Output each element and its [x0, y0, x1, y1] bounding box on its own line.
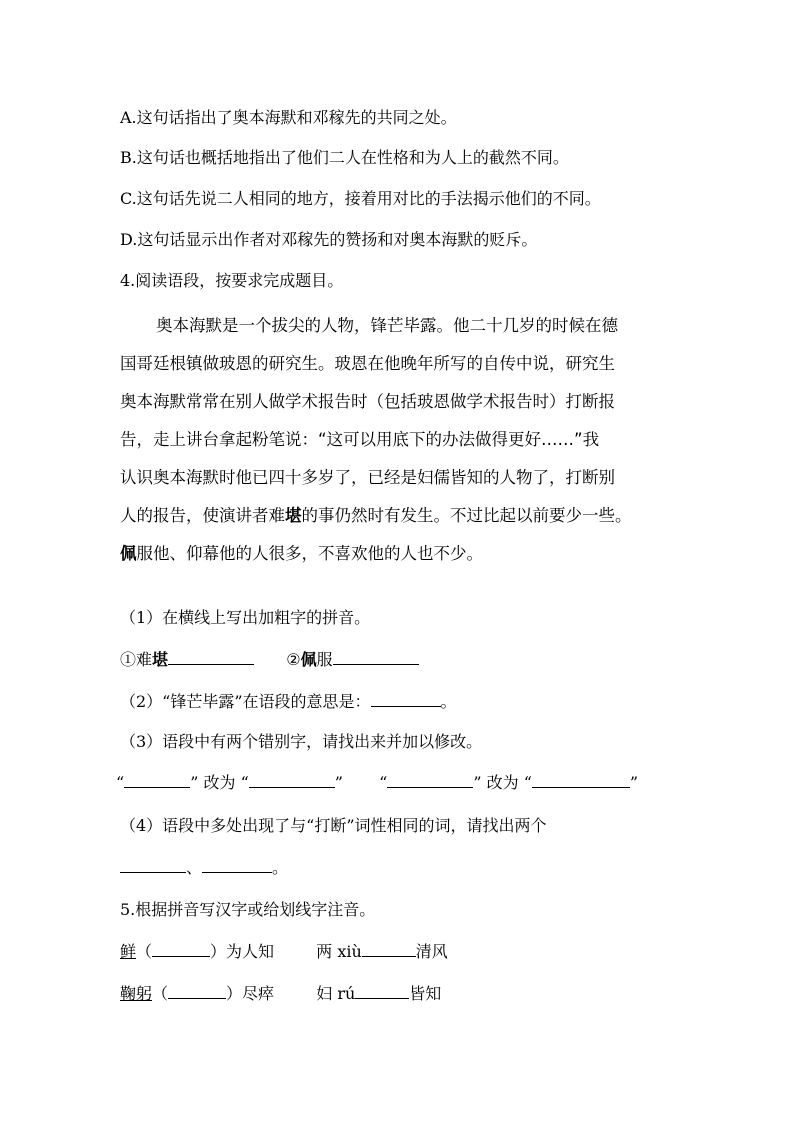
quote-close: ”: [334, 773, 343, 792]
change-to-label: 改为: [203, 773, 236, 792]
paren-close-text: ）为人知: [210, 942, 275, 961]
passage-line: 告，走上讲台拿起粉笔说：“这可以用底下的办法做得更好……”我: [120, 430, 600, 449]
label-b: ②: [286, 650, 301, 669]
passage-line: 国哥廷根镇做玻恩的研究生。玻恩在他晚年所写的自传中说，研究生: [120, 354, 615, 373]
sub-question-3-answers: [116, 771, 638, 794]
bold-char: 佩: [120, 544, 137, 563]
word-suffix: 皆知: [409, 984, 442, 1003]
word-suffix: 清风: [415, 942, 448, 961]
quote-close: ”: [190, 773, 199, 792]
passage-text: 人的报告，使演讲者难: [120, 506, 285, 525]
sub-question-1: （1）在横线上写出加粗字的拼音。: [120, 608, 371, 627]
answer-blank[interactable]: [387, 771, 473, 788]
passage-line: [120, 505, 680, 527]
paren-open: （: [152, 984, 169, 1003]
sub-question-3: （3）语段中有两个错别字，请找出来并加以修改。: [120, 732, 483, 751]
sub-question-1-answers: [120, 648, 419, 671]
answer-blank[interactable]: [249, 771, 335, 788]
change-to-label: 改为: [486, 773, 519, 792]
pinyin-prefix: 两 xiù: [316, 942, 362, 961]
answer-blank[interactable]: [371, 690, 441, 707]
quote-open: “: [240, 773, 249, 792]
paren-close-text: ）尽瘁: [226, 984, 275, 1003]
answer-blank[interactable]: [355, 982, 409, 999]
bold-char: 堪: [152, 650, 169, 669]
label-b-rest: 服: [316, 650, 333, 669]
quote-open: “: [379, 773, 388, 792]
answer-blank[interactable]: [168, 982, 226, 999]
answer-blank[interactable]: [362, 940, 416, 957]
period: 。: [440, 692, 457, 711]
paren-open: （: [136, 942, 153, 961]
q5-row-1: [120, 940, 448, 963]
underlined-word: 鞠躬: [120, 984, 153, 1003]
quote-close: ”: [473, 773, 482, 792]
quote-close: ”: [629, 773, 639, 792]
question-5-title: 5.根据拼音写汉字或给划线字注音。: [120, 900, 376, 919]
bold-char: 堪: [285, 506, 302, 525]
sub-question-4-answers: [120, 856, 288, 879]
passage-line: 认识奥本海默时他已四十多岁了，已经是妇儒皆知的人物了，打断别: [120, 468, 615, 487]
passage-text: 服他、仰幕他的人很多，不喜欢他的人也不少。: [136, 544, 483, 563]
passage-text: 的事仍然时有发生。不过比起以前要少一些。: [301, 506, 632, 525]
sub-question-2-text: （2）“锋芒毕露”在语段的意思是：: [120, 692, 371, 711]
label-a: ①难: [120, 650, 153, 669]
answer-blank[interactable]: [120, 856, 186, 873]
option-b: B.这句话也概括地指出了他们二人在性格和为人上的截然不同。: [120, 148, 569, 167]
pinyin-prefix: 妇 rú: [316, 984, 356, 1003]
option-a: A.这句话指出了奥本海默和邓稼先的共同之处。: [120, 108, 457, 127]
option-c: C.这句话先说二人相同的地方，接着用对比的手法揭示他们的不同。: [120, 189, 601, 208]
answer-blank[interactable]: [333, 648, 419, 665]
answer-blank[interactable]: [152, 940, 210, 957]
quote-open: “: [116, 773, 125, 792]
answer-blank[interactable]: [202, 856, 272, 873]
sub-question-4: （4）语段中多处出现了与“打断”词性相同的词，请找出两个: [120, 816, 547, 835]
question-4-title: 4.阅读语段，按要求完成题目。: [120, 271, 344, 290]
underlined-char: 鲜: [120, 942, 137, 961]
period: 。: [272, 858, 289, 877]
answer-blank[interactable]: [168, 648, 254, 665]
sub-question-2: [120, 690, 457, 713]
quote-open: “: [523, 773, 532, 792]
passage-line: [120, 543, 680, 565]
separator: 、: [186, 858, 203, 877]
answer-blank[interactable]: [124, 771, 190, 788]
answer-blank[interactable]: [532, 771, 630, 788]
option-d: D.这句话显示出作者对邓稼先的赞扬和对奥本海默的贬斥。: [120, 230, 538, 249]
passage-line: 奥本海默是一个拔尖的人物，锋芒毕露。他二十几岁的时候在德: [156, 316, 618, 335]
q5-row-2: [120, 982, 441, 1005]
bold-char: 佩: [300, 650, 317, 669]
passage-line: 奥本海默常常在别人做学术报告时（包括玻恩做学术报告时）打断报: [120, 392, 615, 411]
